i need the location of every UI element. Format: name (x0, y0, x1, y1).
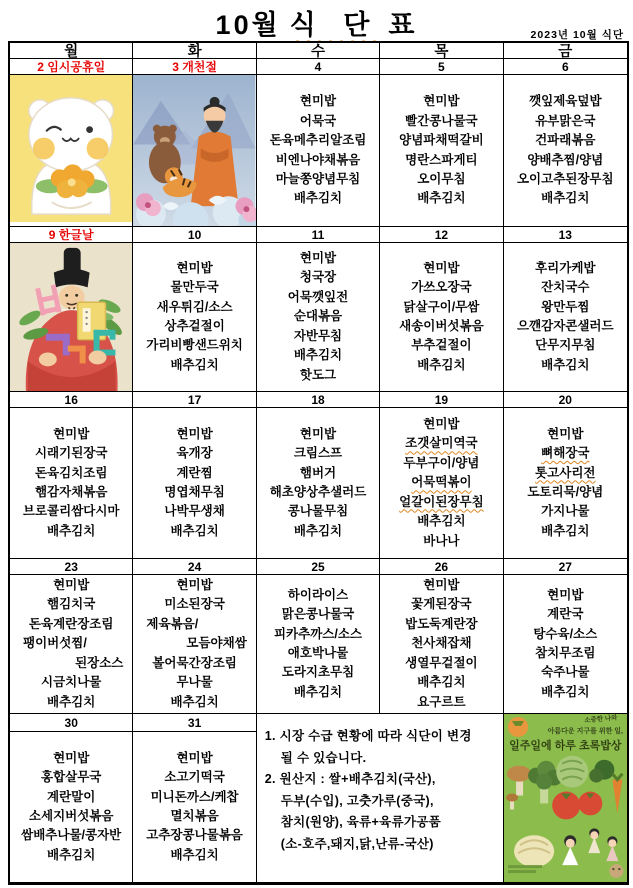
bear-flowers-illustration (10, 75, 133, 227)
menu-item: 가쓰오장국 (411, 280, 472, 295)
menu-item: 양배추찜/양념 (527, 152, 604, 167)
date-cell: 9 한글날 (10, 227, 133, 243)
menu-item: 소세지버섯볶음 (28, 809, 114, 823)
date-cell: 16 (10, 392, 133, 408)
menu-item: 어묵떡볶이 (411, 475, 472, 490)
menu-item: 해초양상추샐러드 (269, 485, 367, 499)
menu-item: 명엽채무침 (164, 485, 225, 499)
menu-item: 콩나물무침 (287, 504, 349, 519)
menu-item: 밥도둑계란장 (405, 616, 478, 631)
menu-cell (133, 243, 256, 392)
menu-item: 배추김치 (417, 675, 466, 690)
menu-cell (380, 408, 503, 559)
menu-item: 햄김치국 (47, 597, 96, 612)
menu-item: 으깬감자콘샐러드 (516, 319, 614, 333)
menu-item: 현미밥 (53, 426, 90, 441)
menu-item: 참치무조림 (535, 646, 596, 660)
poster-line1: 소중한 나와 (583, 714, 618, 725)
menu-item: 배추김치 (47, 847, 96, 862)
menu-item: 현미밥 (299, 94, 337, 109)
menu-item: 배추김치 (47, 523, 96, 538)
weekday-header-2: 화 (133, 43, 256, 59)
date-cell: 24 (133, 559, 256, 575)
menu-item: 깻잎제육덮밥 (529, 94, 602, 109)
menu-item: 자반무침 (293, 328, 343, 343)
menu-item: 도토리묵/양념 (527, 485, 604, 499)
menu-cell (133, 575, 256, 714)
menu-item: 부추겉절이 (411, 338, 472, 353)
menu-cell (257, 408, 380, 559)
menu-item: 순대볶음 (293, 309, 343, 324)
date-cell: 31 (133, 714, 256, 732)
date-cell: 19 (380, 392, 503, 408)
menu-item: 배추김치 (170, 694, 219, 709)
weekday-header-4: 목 (380, 43, 503, 59)
menu-item: 현미밥 (423, 417, 460, 432)
menu-item: 배추김치 (541, 523, 590, 538)
menu-item: 현미밥 (176, 260, 213, 275)
note-line: 참치(원양), 육류+육류가공품 (280, 815, 441, 829)
date-cell: 12 (380, 227, 503, 243)
menu-item: 얼갈이된장무침 (399, 494, 484, 509)
menu-item: 돈육계란장조림 (28, 616, 114, 631)
menu-cell (504, 575, 627, 714)
date-cell: 27 (504, 559, 627, 575)
menu-item: 맑은콩나물국 (281, 607, 355, 622)
calendar-grid (8, 41, 629, 885)
menu-item: 가지나물 (541, 504, 590, 519)
menu-item: 배추김치 (417, 357, 466, 372)
title-squiggle-text: 식 단 (289, 10, 380, 40)
menu-item: 잔치국수 (541, 280, 590, 295)
menu-item: 비엔나야채볶음 (275, 152, 361, 167)
menu-item: 청국장 (299, 270, 337, 285)
menu-cell (504, 408, 627, 559)
menu-item: 배추김치 (170, 523, 219, 538)
menu-item: 홍합살무국 (41, 770, 102, 785)
menu-item: 배추김치 (417, 514, 466, 529)
weekday-header-5: 금 (504, 43, 627, 59)
menu-item: 햄버거 (299, 465, 337, 480)
notes-section (257, 714, 504, 883)
menu-item: 배추김치 (293, 523, 343, 538)
menu-item: 생열무겉절이 (405, 655, 478, 670)
menu-item: 현미밥 (547, 587, 584, 602)
poster-line2: 아름다운 지구를 위한 일, (547, 728, 623, 735)
menu-item: 톳고사리전 (535, 465, 596, 480)
menu-item: 새우튀김/소스 (156, 299, 233, 314)
menu-item: 쌈배추나물/콩자반 (21, 828, 122, 843)
menu-item: 배추김치 (293, 191, 343, 206)
menu-item: 미니돈까스/케찹 (150, 789, 239, 804)
menu-item: 소고기떡국 (164, 770, 225, 785)
menu-cell (10, 732, 133, 883)
menu-item: 닭살구이/무쌈 (403, 299, 480, 314)
menu-item: 유부맑은국 (535, 113, 596, 128)
date-cell: 18 (257, 392, 380, 408)
menu-cell (257, 75, 380, 227)
subtitle-date: 2023년 10월 식단 (530, 29, 624, 41)
menu-item: 뼈해장국 (541, 446, 590, 461)
title-prefix: 10월 (215, 10, 281, 40)
menu-cell (380, 243, 503, 392)
menu-item: 바나나 (423, 533, 460, 548)
menu-item: 계란국 (547, 607, 584, 622)
menu-item: 무나물 (176, 675, 213, 690)
note-line: (소-호주,돼지,닭,난류-국산) (280, 836, 434, 851)
menu-item: 명란스파게티 (405, 152, 478, 167)
poster-text (504, 714, 627, 753)
date-cell: 20 (504, 392, 627, 408)
menu-cell (380, 575, 503, 714)
menu-item: 단무지무침 (535, 338, 596, 353)
menu-item: 계란말이 (47, 789, 96, 804)
menu-item: 현미밥 (299, 426, 337, 441)
menu-item: 건파래볶음 (535, 133, 596, 148)
menu-item: 양념파채떡갈비 (399, 133, 484, 148)
menu-item: 시래기된장국 (34, 446, 108, 461)
date-cell: 25 (257, 559, 380, 575)
menu-item: 돈육김치조림 (34, 465, 108, 480)
menu-item: 현미밥 (299, 251, 337, 266)
menu-item: 돈육메추리알조림 (269, 133, 367, 148)
menu-item: 탕수육/소스 (533, 626, 598, 641)
menu-item: 두부구이/양념 (403, 455, 480, 470)
menu-item: 오이무침 (417, 171, 466, 186)
menu-item: 가리비빵샌드위치 (146, 338, 243, 353)
menu-item: 배추김치 (541, 357, 590, 372)
menu-item: 상추겉절이 (164, 319, 225, 333)
menu-item: 하이라이스 (287, 587, 349, 602)
date-cell: 23 (10, 559, 133, 575)
menu-cell (504, 75, 627, 227)
menu-item: 현미밥 (423, 578, 460, 593)
menu-item: 미소된장국 (164, 597, 225, 612)
menu-item: 현미밥 (423, 260, 460, 275)
date-cell: 3 개천절 (133, 59, 256, 75)
date-cell: 2 임시공휴일 (10, 59, 133, 75)
menu-item: 크림스프 (293, 446, 343, 461)
menu-item: 배추김치 (47, 694, 96, 709)
note-line: 2. 원산지 : 쌀+배추김치(국산), (264, 772, 436, 786)
menu-cell (133, 408, 256, 559)
menu-item: 후리가케밥 (535, 260, 596, 275)
date-cell: 17 (133, 392, 256, 408)
menu-item: 브로콜리쌈다시마 (22, 504, 120, 519)
menu-item: 배추김치 (541, 191, 590, 206)
menu-item: 빨간콩나물국 (405, 113, 478, 128)
menu-item: 제육볶음/ (146, 616, 199, 631)
date-cell: 30 (10, 714, 133, 732)
menu-item: 오이고추된장무침 (516, 171, 614, 186)
menu-item: 어묵깻잎전 (287, 289, 349, 304)
menu-item: 배추김치 (170, 357, 219, 372)
menu-item: 멸치볶음 (170, 809, 219, 823)
menu-item: 마늘쫑양념무침 (275, 171, 361, 186)
menu-item: 조갯살미역국 (405, 436, 478, 451)
menu-item: 현미밥 (176, 750, 213, 765)
king-sejong-hangul-day-illustration (10, 243, 133, 392)
green-meal-poster (504, 714, 627, 883)
menu-cell (257, 575, 380, 714)
menu-item: 육개장 (176, 446, 213, 461)
date-cell: 6 (504, 59, 627, 75)
menu-item: 모듬야채쌈 (186, 636, 247, 651)
menu-item: 핫도그 (299, 367, 337, 382)
menu-item: 어묵국 (299, 113, 337, 128)
menu-item: 숙주나물 (541, 665, 590, 680)
menu-item: 현미밥 (176, 426, 213, 441)
menu-item: 새송이버섯볶음 (399, 319, 484, 333)
note-line: 두부(수입), 고춧가루(중국), (280, 793, 434, 808)
menu-item: 현미밥 (53, 750, 90, 765)
menu-item: 배추김치 (293, 684, 343, 699)
menu-item: 도라지초무침 (281, 665, 355, 680)
menu-item: 현미밥 (423, 94, 460, 109)
date-cell: 11 (257, 227, 380, 243)
menu-item: 고추장콩나물볶음 (146, 828, 243, 843)
weekday-header-3: 수 (257, 43, 380, 59)
menu-cell (257, 243, 380, 392)
menu-item: 배추김치 (293, 348, 343, 363)
menu-item: 계란찜 (176, 465, 213, 480)
menu-item: 피카추까스/소스 (273, 626, 362, 641)
menu-item: 볼어묵간장조림 (152, 655, 237, 670)
weekday-header-1: 월 (10, 43, 133, 59)
menu-item: 된장소스 (75, 655, 124, 670)
menu-item: 배추김치 (170, 847, 219, 862)
menu-item: 배추김치 (541, 684, 590, 699)
menu-item: 왕만두찜 (541, 299, 590, 314)
menu-item: 나박무생채 (164, 504, 225, 519)
menu-item: 배추김치 (417, 191, 466, 206)
date-cell: 5 (380, 59, 503, 75)
menu-cell (10, 575, 133, 714)
dangun-foundation-day-illustration (133, 75, 256, 227)
menu-item: 현미밥 (176, 578, 213, 593)
menu-item: 천사채잡채 (411, 636, 472, 651)
menu-item: 현미밥 (53, 578, 90, 593)
menu-item: 시금치나물 (41, 675, 102, 690)
menu-item: 꽃게된장국 (411, 597, 472, 612)
date-cell: 26 (380, 559, 503, 575)
note-line: 1. 시장 수급 현황에 따라 식단이 변경 (264, 729, 472, 743)
date-cell: 10 (133, 227, 256, 243)
note-line: 될 수 있습니다. (280, 750, 367, 765)
title-suffix: 표 (388, 10, 418, 40)
menu-item: 물만두국 (170, 280, 219, 295)
date-cell: 13 (504, 227, 627, 243)
menu-item: 팽이버섯찜/ (23, 636, 87, 651)
poster-line3: 일주일에 하루 초록밥상 (509, 740, 622, 752)
menu-item: 현미밥 (547, 426, 584, 441)
menu-cell (10, 408, 133, 559)
menu-cell (504, 243, 627, 392)
date-cell: 4 (257, 59, 380, 75)
menu-item: 요구르트 (417, 694, 466, 709)
menu-item: 햄감자채볶음 (34, 485, 108, 499)
menu-cell (133, 732, 256, 883)
menu-cell (380, 75, 503, 227)
menu-item: 애호박나물 (287, 646, 349, 660)
